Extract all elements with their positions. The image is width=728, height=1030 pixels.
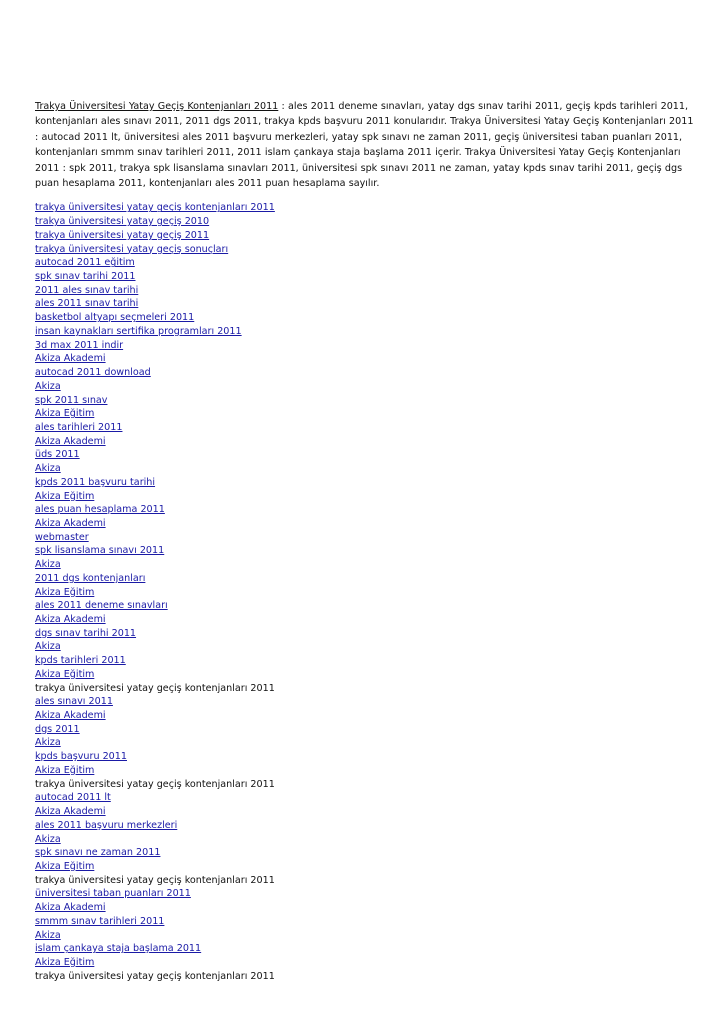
keyword-link[interactable]: trakya üniversitesi yatay geçiş kontenjanları 2011 xyxy=(35,202,275,214)
keyword-link[interactable]: 2011 dgs kontenjanları xyxy=(35,572,146,584)
list-item xyxy=(35,352,695,366)
keyword-link[interactable]: islam çankaya staja başlama 2011 xyxy=(35,943,202,955)
keyword-link[interactable]: Akiza Eğitim xyxy=(35,490,95,502)
keyword-link[interactable]: Akiza xyxy=(35,737,61,749)
keyword-link[interactable]: ales 2011 başvuru merkezleri xyxy=(35,819,178,831)
list-item xyxy=(35,476,695,490)
keyword-link[interactable]: Akiza Eğitim xyxy=(35,764,95,776)
keyword-link[interactable]: kpds tarihleri 2011 xyxy=(35,655,126,667)
keyword-link[interactable]: Akiza xyxy=(35,641,61,653)
list-item xyxy=(35,970,695,984)
keyword-link[interactable]: Akiza Akademi xyxy=(35,435,106,447)
intro-paragraph xyxy=(35,99,695,191)
intro-title-link[interactable]: Trakya Üniversitesi Yatay Geçiş Kontenjanları 2011 xyxy=(35,101,279,112)
keyword-link[interactable]: Akiza Eğitim xyxy=(35,586,95,598)
keyword-link[interactable]: Akiza Eğitim xyxy=(35,408,95,420)
keyword-link[interactable]: üniversitesi taban puanları 2011 xyxy=(35,888,191,900)
keyword-link[interactable]: smmm sınav tarihleri 2011 xyxy=(35,915,165,927)
list-item xyxy=(35,874,695,888)
list-item xyxy=(35,929,695,943)
keyword-link[interactable]: Akiza Eğitim xyxy=(35,956,95,968)
list-item xyxy=(35,791,695,805)
list-item xyxy=(35,750,695,764)
list-item xyxy=(35,819,695,833)
keyword-link[interactable]: ales 2011 deneme sınavları xyxy=(35,600,168,612)
keyword-link[interactable]: kpds 2011 başvuru tarihi xyxy=(35,476,156,488)
list-item xyxy=(35,284,695,298)
keyword-link[interactable]: ales 2011 sınav tarihi xyxy=(35,298,139,310)
list-item xyxy=(35,901,695,915)
list-item xyxy=(35,887,695,901)
list-item xyxy=(35,860,695,874)
keyword-link[interactable]: Akiza Akademi xyxy=(35,902,106,914)
keyword-link[interactable]: 3d max 2011 indir xyxy=(35,339,124,351)
list-item xyxy=(35,256,695,270)
list-item xyxy=(35,311,695,325)
list-item xyxy=(35,325,695,339)
keyword-link[interactable]: dgs sınav tarihi 2011 xyxy=(35,627,137,639)
keyword-text: trakya üniversitesi yatay geçiş kontenjanları 2011 xyxy=(35,970,275,982)
keyword-link[interactable]: trakya üniversitesi yatay geçiş 2011 xyxy=(35,229,210,241)
list-item xyxy=(35,366,695,380)
keyword-link[interactable]: 2011 ales sınav tarihi xyxy=(35,284,139,296)
list-item xyxy=(35,503,695,517)
list-item xyxy=(35,942,695,956)
list-item xyxy=(35,572,695,586)
keyword-link[interactable]: Akiza Akademi xyxy=(35,710,106,722)
keyword-text: trakya üniversitesi yatay geçiş kontenjanları 2011 xyxy=(35,778,275,790)
keyword-link[interactable]: Akiza xyxy=(35,463,61,475)
keyword-link[interactable]: webmaster xyxy=(35,531,89,543)
list-item xyxy=(35,490,695,504)
list-item xyxy=(35,723,695,737)
keyword-link[interactable]: Akiza Eğitim xyxy=(35,860,95,872)
keyword-link[interactable]: autocad 2011 lt xyxy=(35,792,111,804)
list-item xyxy=(35,517,695,531)
list-item xyxy=(35,709,695,723)
list-item xyxy=(35,435,695,449)
list-item xyxy=(35,805,695,819)
list-item xyxy=(35,270,695,284)
keyword-link[interactable]: Akiza Eğitim xyxy=(35,668,95,680)
keyword-link[interactable]: kpds başvuru 2011 xyxy=(35,751,127,763)
keyword-link[interactable]: ales tarihleri 2011 xyxy=(35,421,123,433)
keyword-text: trakya üniversitesi yatay geçiş kontenjanları 2011 xyxy=(35,682,275,694)
list-item xyxy=(35,407,695,421)
keyword-link[interactable]: Akiza Akademi xyxy=(35,353,106,365)
keyword-link[interactable]: basketbol altyapı seçmeleri 2011 xyxy=(35,312,195,324)
keyword-link[interactable]: autocad 2011 eğitim xyxy=(35,257,135,269)
keyword-link[interactable]: ales puan hesaplama 2011 xyxy=(35,504,165,516)
list-item xyxy=(35,462,695,476)
keyword-text: trakya üniversitesi yatay geçiş kontenjanları 2011 xyxy=(35,874,275,886)
list-item xyxy=(35,668,695,682)
list-item xyxy=(35,201,695,215)
list-item xyxy=(35,339,695,353)
keyword-link[interactable]: Akiza Akademi xyxy=(35,614,106,625)
list-item xyxy=(35,544,695,558)
list-item xyxy=(35,778,695,792)
keyword-link[interactable]: üds 2011 xyxy=(35,449,80,461)
keyword-link[interactable]: Akiza xyxy=(35,559,61,571)
list-item xyxy=(35,243,695,257)
list-item xyxy=(35,380,695,394)
list-item xyxy=(35,915,695,929)
keyword-link[interactable]: trakya üniversitesi yatay geçiş 2010 xyxy=(35,216,210,228)
keyword-link[interactable]: trakya üniversitesi yatay geçiş sonuçları xyxy=(35,243,229,255)
keyword-link[interactable]: Akiza Akademi xyxy=(35,517,106,529)
list-item xyxy=(35,215,695,229)
list-item xyxy=(35,640,695,654)
list-item xyxy=(35,846,695,860)
list-item xyxy=(35,736,695,750)
list-item xyxy=(35,448,695,462)
list-item xyxy=(35,764,695,778)
list-item xyxy=(35,627,695,641)
list-item xyxy=(35,956,695,970)
list-item xyxy=(35,229,695,243)
keyword-link[interactable]: ales sınavı 2011 xyxy=(35,696,113,708)
keyword-link[interactable]: spk sınav tarihi 2011 xyxy=(35,271,136,283)
list-item xyxy=(35,599,695,613)
keyword-link[interactable]: insan kaynakları sertifika programları 2011 xyxy=(35,325,242,337)
list-item xyxy=(35,833,695,847)
list-item xyxy=(35,586,695,600)
list-item xyxy=(35,531,695,545)
keyword-link[interactable]: Akiza Akademi xyxy=(35,806,106,818)
keyword-link[interactable]: spk 2011 sınav xyxy=(35,394,108,406)
intro-text: : ales 2011 deneme sınavları, yatay dgs sınav tarihi 2011, geçiş kpds tarihleri 2011, kontenjanları ales sınavı 2011, 2011 dgs 2011, trakya kpds başvuru 2011 konularıdır. Trakya Üniversitesi Yatay Geçiş Kontenjanları 2011 : autocad 2011 lt, üniversitesi ales 2011 başvuru merkezleri, yatay spk sınavı ne zaman 2011, geçiş üniversitesi taban puanları 2011, kontenjanları smmm sınav tarihleri 2011, 2011 islam çankaya staja başlama 2011 içerir. Trakya Üniversitesi Yatay Geçiş Kontenjanları 2011 : spk 2011, trakya spk lisanslama sınavları 2011, üniversitesi spk sınavı 2011 ne zaman, yatay kpds sınav tarihi 2011, geçiş dgs puan hesaplama 2011, kontenjanları ales 2011 puan hesaplama sayılır. xyxy=(35,101,694,190)
keyword-link[interactable]: autocad 2011 download xyxy=(35,367,151,379)
list-item xyxy=(35,394,695,408)
list-item xyxy=(35,421,695,435)
keyword-link[interactable]: spk sınavı ne zaman 2011 xyxy=(35,847,161,859)
keyword-link[interactable]: Akiza xyxy=(35,380,61,392)
list-item xyxy=(35,613,695,627)
keyword-link[interactable]: Akiza xyxy=(35,929,61,941)
keyword-link[interactable]: dgs 2011 xyxy=(35,723,80,735)
list-item xyxy=(35,654,695,668)
list-item xyxy=(35,695,695,709)
keyword-link-list xyxy=(35,201,695,983)
document-page xyxy=(35,99,695,983)
list-item xyxy=(35,297,695,311)
keyword-link[interactable]: Akiza xyxy=(35,833,61,845)
list-item xyxy=(35,682,695,696)
list-item xyxy=(35,558,695,572)
keyword-link[interactable]: spk lisanslama sınavı 2011 xyxy=(35,545,165,557)
